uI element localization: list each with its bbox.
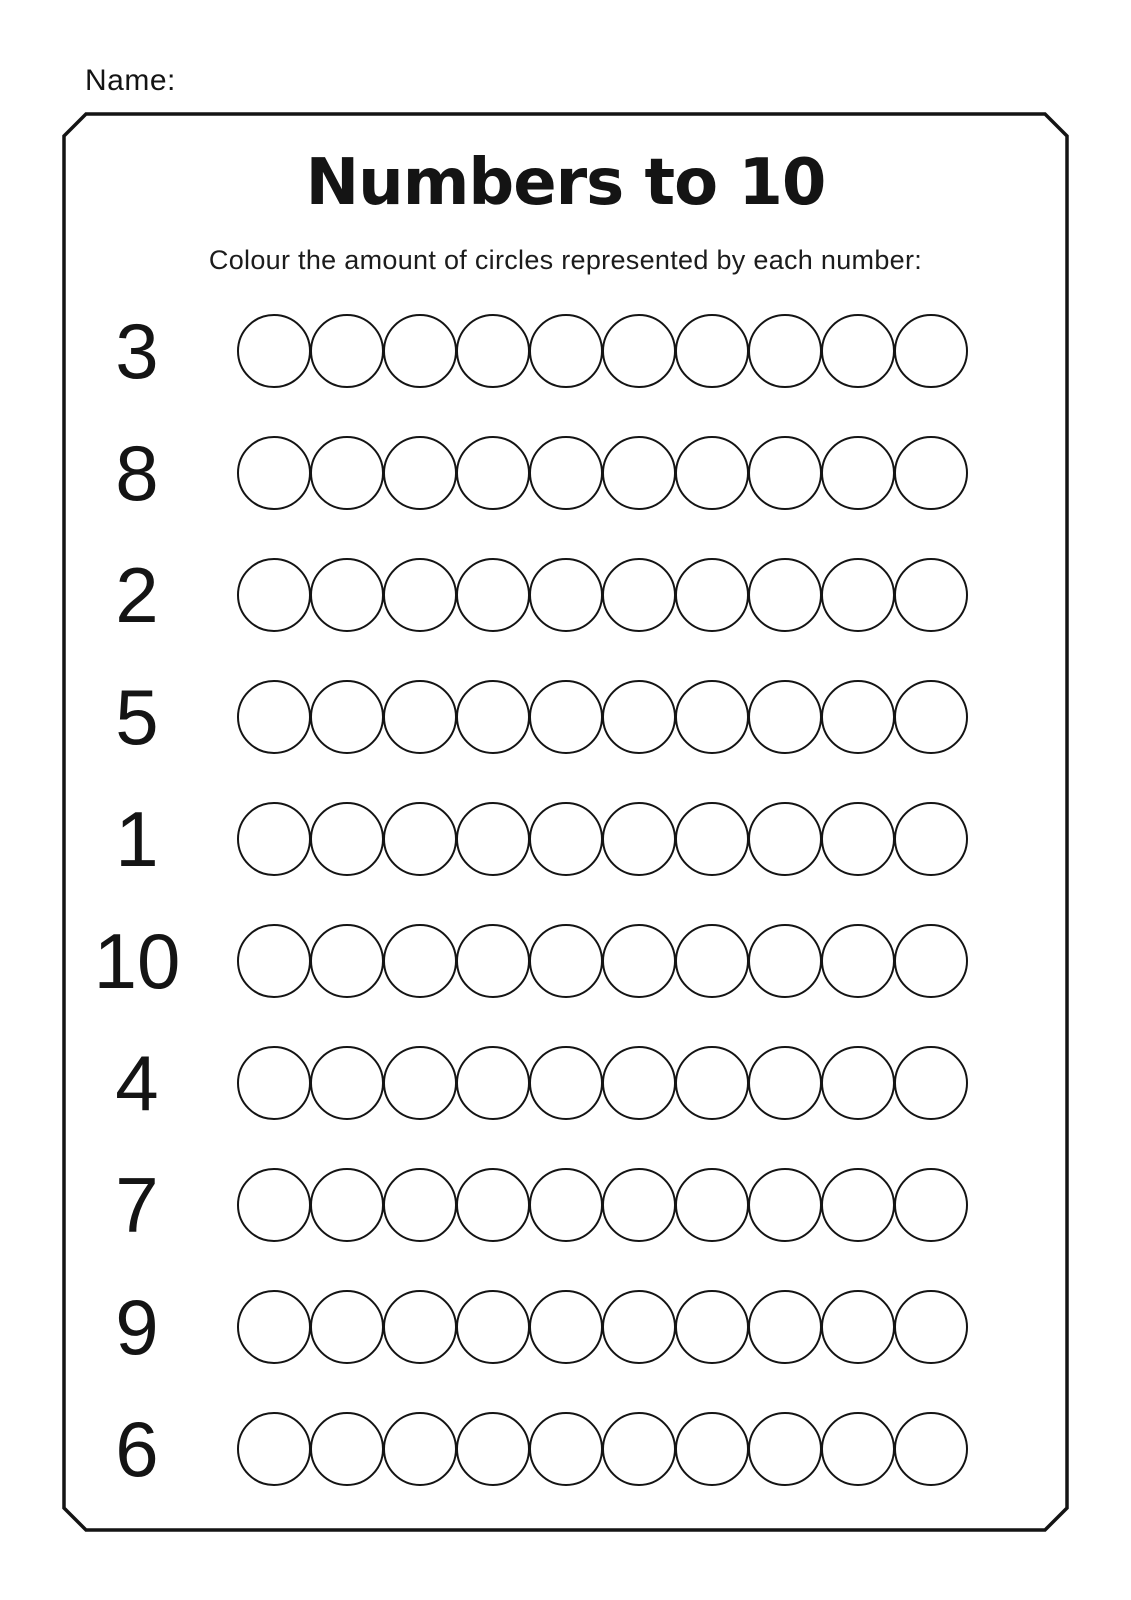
colorable-circle[interactable] xyxy=(529,314,603,388)
colorable-circle[interactable] xyxy=(894,1046,968,1120)
colorable-circle[interactable] xyxy=(821,1412,895,1486)
colorable-circle[interactable] xyxy=(237,1168,311,1242)
worksheet-row xyxy=(62,1266,1069,1388)
colorable-circle[interactable] xyxy=(602,1290,676,1364)
colorable-circle[interactable] xyxy=(821,1290,895,1364)
colorable-circle[interactable] xyxy=(529,436,603,510)
colorable-circle[interactable] xyxy=(748,924,822,998)
colorable-circle[interactable] xyxy=(310,802,384,876)
row-number-label: 3 xyxy=(115,307,159,395)
worksheet-row xyxy=(62,290,1069,412)
colorable-circle[interactable] xyxy=(602,1412,676,1486)
circle-group xyxy=(237,1290,968,1364)
colorable-circle[interactable] xyxy=(602,558,676,632)
colorable-circle[interactable] xyxy=(456,1290,530,1364)
colorable-circle[interactable] xyxy=(675,1046,749,1120)
worksheet-row xyxy=(62,1022,1069,1144)
colorable-circle[interactable] xyxy=(675,436,749,510)
colorable-circle[interactable] xyxy=(894,436,968,510)
row-number-label: 5 xyxy=(115,673,159,761)
circle-group xyxy=(237,1168,968,1242)
colorable-circle[interactable] xyxy=(456,802,530,876)
worksheet-row xyxy=(62,412,1069,534)
colorable-circle[interactable] xyxy=(675,680,749,754)
worksheet-row xyxy=(62,656,1069,778)
colorable-circle[interactable] xyxy=(529,802,603,876)
colorable-circle[interactable] xyxy=(237,558,311,632)
colorable-circle[interactable] xyxy=(310,1412,384,1486)
colorable-circle[interactable] xyxy=(748,314,822,388)
colorable-circle[interactable] xyxy=(602,1168,676,1242)
colorable-circle[interactable] xyxy=(310,314,384,388)
colorable-circle[interactable] xyxy=(675,924,749,998)
colorable-circle[interactable] xyxy=(748,558,822,632)
colorable-circle[interactable] xyxy=(821,1168,895,1242)
colorable-circle[interactable] xyxy=(237,1412,311,1486)
colorable-circle[interactable] xyxy=(894,1412,968,1486)
colorable-circle[interactable] xyxy=(894,1290,968,1364)
colorable-circle[interactable] xyxy=(383,558,457,632)
colorable-circle[interactable] xyxy=(529,558,603,632)
colorable-circle[interactable] xyxy=(310,680,384,754)
circle-group xyxy=(237,680,968,754)
colorable-circle[interactable] xyxy=(383,802,457,876)
colorable-circle[interactable] xyxy=(383,1046,457,1120)
colorable-circle[interactable] xyxy=(748,1046,822,1120)
colorable-circle[interactable] xyxy=(237,314,311,388)
colorable-circle[interactable] xyxy=(383,1168,457,1242)
colorable-circle[interactable] xyxy=(529,1046,603,1120)
colorable-circle[interactable] xyxy=(894,1168,968,1242)
colorable-circle[interactable] xyxy=(748,1412,822,1486)
colorable-circle[interactable] xyxy=(602,1046,676,1120)
colorable-circle[interactable] xyxy=(529,1290,603,1364)
page-title: Numbers to 10 xyxy=(305,146,826,220)
colorable-circle[interactable] xyxy=(821,436,895,510)
colorable-circle[interactable] xyxy=(675,802,749,876)
colorable-circle[interactable] xyxy=(456,436,530,510)
colorable-circle[interactable] xyxy=(456,1046,530,1120)
row-number-label: 7 xyxy=(115,1161,159,1249)
row-number-label: 6 xyxy=(115,1405,159,1493)
colorable-circle[interactable] xyxy=(821,680,895,754)
circle-group xyxy=(237,924,968,998)
colorable-circle[interactable] xyxy=(310,436,384,510)
row-number-label: 8 xyxy=(115,429,159,517)
colorable-circle[interactable] xyxy=(821,802,895,876)
circle-group xyxy=(237,436,968,510)
colorable-circle[interactable] xyxy=(748,680,822,754)
circle-group xyxy=(237,558,968,632)
colorable-circle[interactable] xyxy=(602,314,676,388)
colorable-circle[interactable] xyxy=(821,558,895,632)
colorable-circle[interactable] xyxy=(602,436,676,510)
colorable-circle[interactable] xyxy=(310,1290,384,1364)
colorable-circle[interactable] xyxy=(383,1290,457,1364)
colorable-circle[interactable] xyxy=(894,924,968,998)
colorable-circle[interactable] xyxy=(894,802,968,876)
colorable-circle[interactable] xyxy=(821,314,895,388)
colorable-circle[interactable] xyxy=(675,1168,749,1242)
colorable-circle[interactable] xyxy=(456,680,530,754)
colorable-circle[interactable] xyxy=(383,924,457,998)
colorable-circle[interactable] xyxy=(456,924,530,998)
colorable-circle[interactable] xyxy=(602,680,676,754)
worksheet-row xyxy=(62,1144,1069,1266)
row-number-label: 4 xyxy=(115,1039,159,1127)
colorable-circle[interactable] xyxy=(821,924,895,998)
colorable-circle[interactable] xyxy=(675,1412,749,1486)
colorable-circle[interactable] xyxy=(456,1412,530,1486)
worksheet-row xyxy=(62,900,1069,1022)
instruction-text: Colour the amount of circles represented by each number: xyxy=(208,245,923,275)
colorable-circle[interactable] xyxy=(237,924,311,998)
colorable-circle[interactable] xyxy=(529,680,603,754)
worksheet-row xyxy=(62,1388,1069,1510)
row-number-label: 9 xyxy=(115,1283,159,1371)
colorable-circle[interactable] xyxy=(675,1290,749,1364)
colorable-circle[interactable] xyxy=(310,558,384,632)
circle-group xyxy=(237,1412,968,1486)
row-number-label: 2 xyxy=(115,551,159,639)
colorable-circle[interactable] xyxy=(529,924,603,998)
colorable-circle[interactable] xyxy=(894,680,968,754)
colorable-circle[interactable] xyxy=(383,314,457,388)
colorable-circle[interactable] xyxy=(602,802,676,876)
colorable-circle[interactable] xyxy=(602,924,676,998)
colorable-circle[interactable] xyxy=(383,680,457,754)
colorable-circle[interactable] xyxy=(675,558,749,632)
colorable-circle[interactable] xyxy=(748,802,822,876)
colorable-circle[interactable] xyxy=(237,1046,311,1120)
colorable-circle[interactable] xyxy=(310,1046,384,1120)
colorable-circle[interactable] xyxy=(237,1290,311,1364)
colorable-circle[interactable] xyxy=(675,314,749,388)
worksheet-row xyxy=(62,778,1069,900)
colorable-circle[interactable] xyxy=(894,314,968,388)
circle-group xyxy=(237,314,968,388)
name-label: Name: xyxy=(85,64,176,97)
colorable-circle[interactable] xyxy=(456,558,530,632)
colorable-circle[interactable] xyxy=(748,1290,822,1364)
row-number-label: 10 xyxy=(93,917,181,1005)
colorable-circle[interactable] xyxy=(821,1046,895,1120)
colorable-circle[interactable] xyxy=(456,1168,530,1242)
colorable-circle[interactable] xyxy=(748,436,822,510)
colorable-circle[interactable] xyxy=(894,558,968,632)
worksheet-row xyxy=(62,534,1069,656)
row-number-label: 1 xyxy=(115,795,159,883)
colorable-circle[interactable] xyxy=(383,1412,457,1486)
colorable-circle[interactable] xyxy=(529,1168,603,1242)
colorable-circle[interactable] xyxy=(237,680,311,754)
colorable-circle[interactable] xyxy=(310,1168,384,1242)
rows-container xyxy=(62,290,1069,1510)
colorable-circle[interactable] xyxy=(456,314,530,388)
circle-group xyxy=(237,802,968,876)
colorable-circle[interactable] xyxy=(310,924,384,998)
colorable-circle[interactable] xyxy=(237,436,311,510)
colorable-circle[interactable] xyxy=(748,1168,822,1242)
circle-group xyxy=(237,1046,968,1120)
colorable-circle[interactable] xyxy=(383,436,457,510)
colorable-circle[interactable] xyxy=(237,802,311,876)
colorable-circle[interactable] xyxy=(529,1412,603,1486)
